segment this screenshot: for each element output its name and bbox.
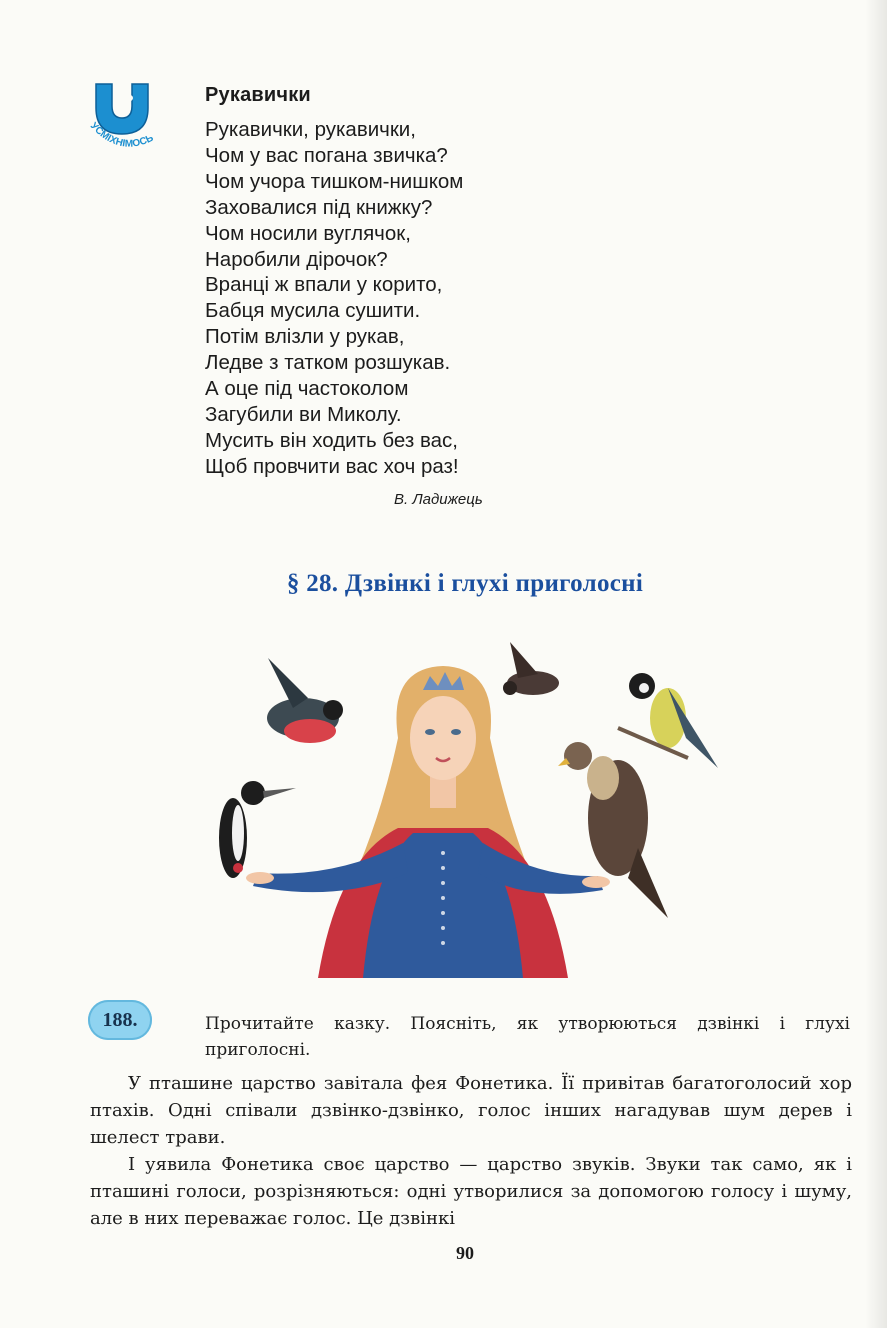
page-edge-shadow xyxy=(865,0,887,1328)
poem-line: Потім влізли у рукав, xyxy=(205,325,405,349)
fairy-with-birds-illustration xyxy=(198,628,738,978)
poem-line: Вранці ж впали у корито, xyxy=(205,273,443,297)
smile-logo xyxy=(84,76,174,156)
poem-title: Рукавички xyxy=(205,84,311,106)
poem-body xyxy=(205,117,463,480)
story-paragraph: У пташине царство завітала фея Фонетика. Її привітав багатоголосий хор птахів. Одні співали дзвінко-дзвінко, голос інших нагадував шум дерев і шелест трави. xyxy=(90,1073,852,1148)
poem-author: В. Ладижець xyxy=(394,491,483,508)
poem-line: Щоб провчити вас хоч раз! xyxy=(205,454,459,478)
poem-line: Чом носили вуглячок, xyxy=(205,221,411,245)
poem-line: А оце під частоколом xyxy=(205,377,409,401)
smile-u-logo-icon xyxy=(84,76,174,156)
logo-caption: УСМІХНІМОСЬ xyxy=(87,120,156,150)
poem-line: Загубили ви Миколу. xyxy=(205,402,402,426)
poem-line: Чом учора тишком-нишком xyxy=(205,169,464,193)
story-paragraph: І уявила Фонетика своє царство — царство звуків. Звуки так само, як і пташині голоси, розрізняються: одні утворилися за допомогою голосу і шуму, але в них переважає голос. Це дзвінкі xyxy=(90,1154,852,1229)
poem-line: Мусить він ходить без вас, xyxy=(205,428,458,452)
poem-line: Чом у вас погана звичка? xyxy=(205,143,448,167)
page-number: 90 xyxy=(456,1243,474,1263)
task-instruction: Прочитайте казку. Поясніть, як утворюються дзвінкі і глухі приголосні. xyxy=(205,1014,850,1060)
poem-line: Заховалися під книжку? xyxy=(205,195,433,219)
task-number-badge: 188. xyxy=(88,1000,152,1040)
poem-line: Рукавички, рукавички, xyxy=(205,118,416,141)
story-text xyxy=(90,1070,852,1232)
poem xyxy=(205,84,463,480)
section-title: § 28. Дзвінкі і глухі приголосні xyxy=(286,570,644,597)
poem-line: Наробили дірочок? xyxy=(205,247,388,271)
poem-line: Ледве з татком розшукав. xyxy=(205,351,451,375)
poem-line: Бабця мусила сушити. xyxy=(205,299,421,323)
